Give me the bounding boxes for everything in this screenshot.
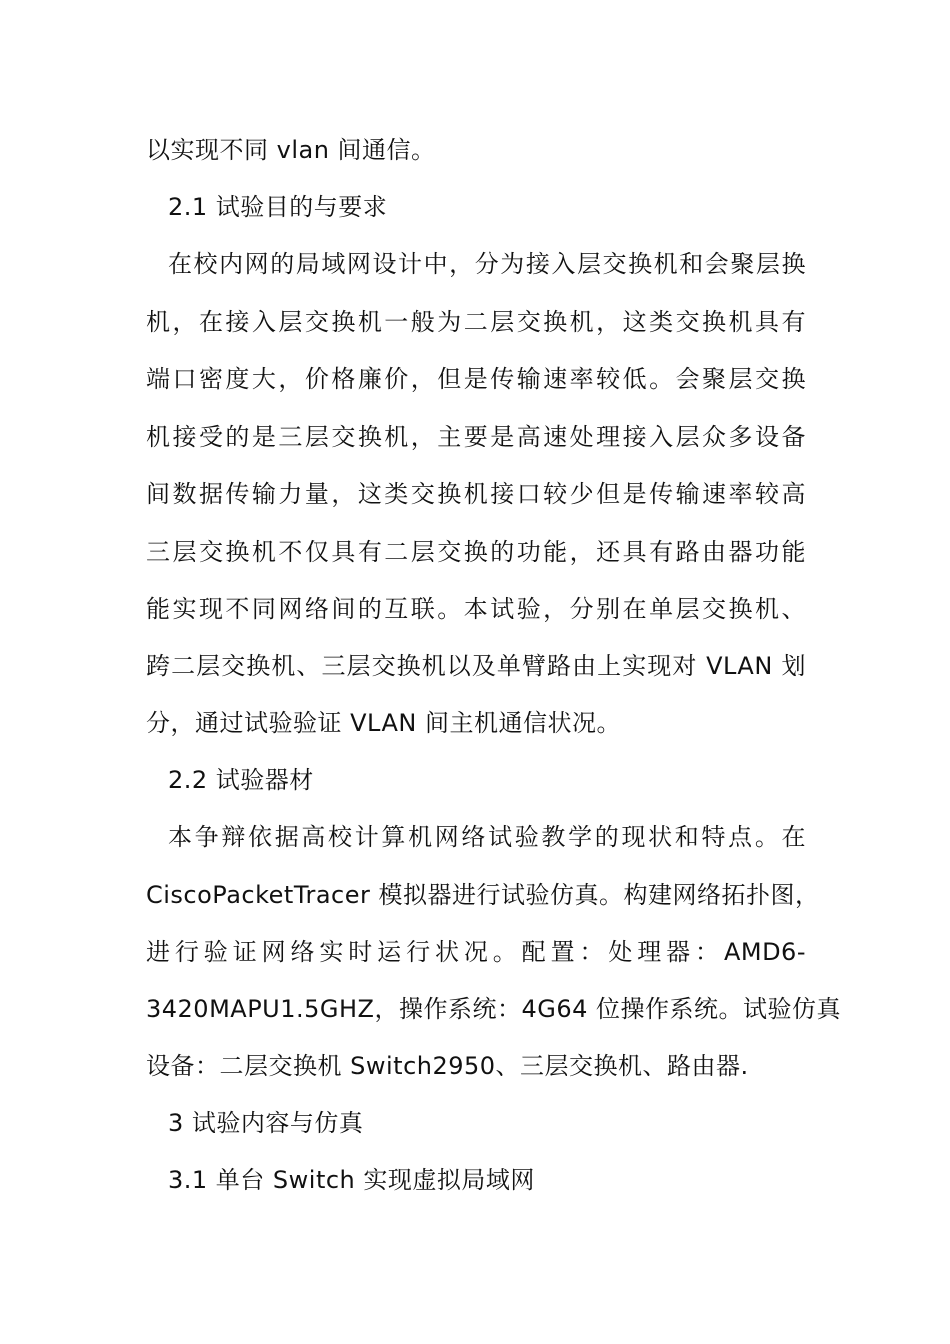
paragraph-line: 进行验证网络实时运行状况。配置：处理器：AMD6- — [146, 938, 806, 966]
paragraph-line: 能实现不同网络间的互联。本试验，分别在单层交换机、 — [146, 595, 806, 623]
paragraph-line: 间数据传输力量，这类交换机接口较少但是传输速率较高 — [146, 480, 806, 508]
paragraph-line: 跨二层交换机、三层交换机以及单臂路由上实现对 VLAN 划 — [146, 652, 806, 680]
paragraph-line: 在校内网的局域网设计中，分为接入层交换机和会聚层换 — [168, 250, 806, 278]
paragraph-line: 以实现不同 vlan 间通信。 — [146, 136, 436, 164]
paragraph-line: 端口密度大，价格廉价，但是传输速率较低。会聚层交换 — [146, 365, 806, 393]
paragraph-line: 机，在接入层交换机一般为二层交换机，这类交换机具有 — [146, 308, 806, 336]
paragraph-line: 本争辩依据高校计算机网络试验教学的现状和特点。在 — [168, 823, 806, 851]
section-heading-2-1: 2.1 试验目的与要求 — [168, 193, 388, 221]
section-heading-3-1: 3.1 单台 Switch 实现虚拟局域网 — [168, 1166, 535, 1194]
section-heading-2-2: 2.2 试验器材 — [168, 766, 314, 794]
paragraph-line: 机接受的是三层交换机，主要是高速处理接入层众多设备 — [146, 423, 806, 451]
paragraph-line: 分，通过试验验证 VLAN 间主机通信状况。 — [146, 709, 621, 737]
paragraph-line: 设备：二层交换机 Switch2950、三层交换机、路由器. — [146, 1052, 749, 1080]
paragraph-line: 3420MAPU1.5GHZ，操作系统：4G64 位操作系统。试验仿真 — [146, 995, 842, 1023]
paragraph-line: 三层交换机不仅具有二层交换的功能，还具有路由器功能 — [146, 538, 806, 566]
paragraph-line: CiscoPacketTracer 模拟器进行试验仿真。构建网络拓扑图， — [146, 881, 820, 909]
section-heading-3: 3 试验内容与仿真 — [168, 1109, 364, 1137]
